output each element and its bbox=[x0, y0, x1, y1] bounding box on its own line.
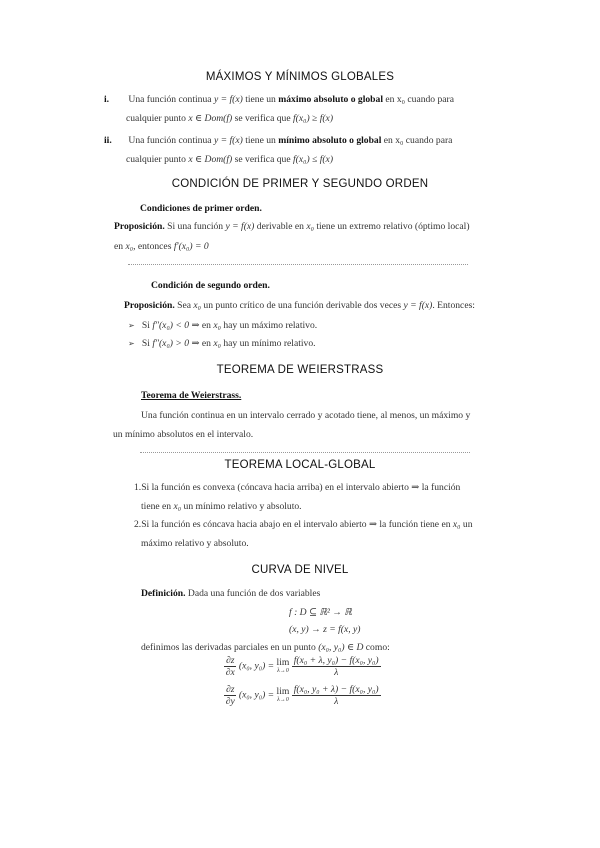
math: x₀ bbox=[173, 501, 182, 512]
text: se verifica que bbox=[234, 113, 291, 124]
weierstrass-line1: Una función continua en un intervalo cerrado y acotado tiene, al menos, un máximo y bbox=[141, 410, 471, 421]
title-maximos-minimos: MÁXIMOS Y MÍNIMOS GLOBALES bbox=[205, 71, 395, 83]
text: tiene un bbox=[245, 94, 276, 105]
prop1-line1 bbox=[114, 221, 470, 232]
item-ii-line1 bbox=[104, 135, 452, 146]
text: tiene en bbox=[141, 501, 172, 512]
text: como: bbox=[365, 642, 390, 653]
math: y = f(x) bbox=[403, 300, 433, 311]
title-condicion-orden: CONDICIÓN DE PRIMER Y SEGUNDO ORDEN bbox=[171, 178, 429, 190]
function-map-rule: (x, y) → z = f(x, y) bbox=[289, 624, 361, 635]
definition-label: Definición. bbox=[141, 588, 186, 599]
text: . Entonces: bbox=[432, 300, 475, 311]
text: 2.Si la función es cóncava hacia abajo en el intervalo abierto ⇒ la función tiene en bbox=[134, 519, 451, 530]
math: x₀ bbox=[125, 241, 134, 252]
math: y = f(x) bbox=[213, 94, 243, 105]
bullet-max bbox=[128, 320, 317, 331]
math: x₀ bbox=[213, 338, 221, 349]
math: f(x₀) ≤ f(x) bbox=[292, 154, 334, 165]
fraction: $\frac{\text{f(x₀ + λ, y₀) − f(x₀, y₀)}}{\lambda}$ bbox=[293, 655, 379, 678]
definition-line bbox=[141, 588, 320, 599]
limit: lim λ→0 bbox=[276, 656, 290, 674]
local-global-item1-line2 bbox=[141, 501, 302, 512]
arrow-bullet-icon: ➢ bbox=[128, 339, 135, 348]
text: en x₀ cuando para bbox=[385, 94, 454, 105]
prop1-line2 bbox=[114, 241, 209, 252]
text: Una función continua bbox=[128, 135, 212, 146]
partial-y-formula bbox=[224, 684, 381, 707]
fraction: $\frac{\text{f(x₀, y₀ + λ) − f(x₀, y₀)}}{\lambda}$ bbox=[293, 684, 379, 707]
local-global-item1-line1: 1.Si la función es convexa (cóncava hacia arriba) en el intervalo abierto ⇒ la función bbox=[134, 482, 461, 493]
math: x₀ bbox=[193, 300, 201, 311]
text: en bbox=[114, 241, 124, 252]
math: (x₀, y₀) ∈ D bbox=[318, 642, 364, 653]
math: y = f(x) bbox=[213, 135, 243, 146]
title-weierstrass: TEOREMA DE WEIERSTRASS bbox=[216, 364, 384, 376]
partial-x-formula bbox=[224, 655, 381, 678]
prop-label: Proposición. bbox=[114, 221, 165, 232]
math: (x₀, y₀) = bbox=[238, 660, 275, 672]
math: f″(x₀) > 0 ⇒ bbox=[152, 338, 200, 349]
prop-label: Proposición. bbox=[124, 300, 175, 311]
title-local-global: TEOREMA LOCAL-GLOBAL bbox=[224, 459, 376, 471]
local-global-item2-line1 bbox=[134, 519, 473, 530]
fraction: $\frac{\partial z}{\partial x}$ bbox=[225, 655, 235, 678]
prop2-line1 bbox=[124, 300, 475, 311]
text: hay un mínimo relativo. bbox=[223, 338, 316, 349]
text: en x₀ cuando para bbox=[383, 135, 453, 146]
text: cualquier punto bbox=[126, 154, 186, 165]
text: cualquier punto bbox=[126, 113, 186, 124]
text: en bbox=[201, 338, 211, 349]
math: f(x₀) ≥ f(x) bbox=[292, 113, 334, 124]
cut-line bbox=[140, 452, 470, 453]
text: derivable en bbox=[256, 221, 304, 232]
math: f′(x₀) = 0 bbox=[173, 241, 209, 252]
text: un punto crítico de una función derivable dos veces bbox=[203, 300, 402, 311]
text: Una función continua bbox=[128, 94, 212, 105]
limit: lim λ→0 bbox=[276, 685, 290, 703]
text: Dada una función de dos variables bbox=[187, 588, 321, 599]
bold-term: mínimo absoluto o global bbox=[278, 135, 382, 146]
bold-term: máximo absoluto o global bbox=[278, 94, 383, 105]
text: un bbox=[462, 519, 473, 530]
item-marker: i. bbox=[104, 94, 110, 105]
math: f″(x₀) < 0 ⇒ bbox=[152, 320, 200, 331]
text: tiene un extremo relativo (óptimo local) bbox=[316, 221, 470, 232]
fraction: $\frac{\partial z}{\partial y}$ bbox=[225, 684, 235, 707]
text: hay un máximo relativo. bbox=[223, 320, 318, 331]
item-marker: ii. bbox=[104, 135, 112, 146]
math: x₀ bbox=[213, 320, 221, 331]
heading-segundo-orden: Condición de segundo orden. bbox=[151, 280, 270, 291]
text: definimos las derivadas parciales en un punto bbox=[141, 642, 316, 653]
function-map: f : D ⊆ ℝ² → ℝ bbox=[289, 607, 352, 618]
math: x₀ bbox=[306, 221, 314, 232]
math: x ∈ Dom(f) bbox=[188, 113, 233, 124]
bullet-min bbox=[128, 338, 316, 349]
title-curva-nivel: CURVA DE NIVEL bbox=[251, 564, 349, 576]
text: se verifica que bbox=[234, 154, 291, 165]
text: Si una función bbox=[167, 221, 224, 232]
math: x ∈ Dom(f) bbox=[188, 154, 233, 165]
heading-weierstrass: Teorema de Weierstrass. bbox=[141, 390, 242, 401]
text: tiene un bbox=[245, 135, 276, 146]
text: Si bbox=[141, 338, 150, 349]
text: un mínimo relativo y absoluto. bbox=[183, 501, 302, 512]
partials-intro bbox=[141, 642, 390, 653]
arrow-bullet-icon: ➢ bbox=[128, 321, 135, 330]
math: y = f(x) bbox=[225, 221, 255, 232]
weierstrass-line2: un mínimo absolutos en el intervalo. bbox=[113, 429, 254, 440]
cut-line bbox=[128, 264, 468, 265]
local-global-item2-line2: máximo relativo y absoluto. bbox=[141, 538, 249, 549]
heading-primer-orden: Condiciones de primer orden. bbox=[140, 203, 262, 214]
item-i-line1 bbox=[104, 94, 454, 105]
text: , entonces bbox=[133, 241, 172, 252]
text: Sea bbox=[177, 300, 191, 311]
text: Si bbox=[141, 320, 150, 331]
math: x₀ bbox=[452, 519, 461, 530]
text: en bbox=[201, 320, 211, 331]
item-i-line2 bbox=[126, 113, 333, 124]
math: (x₀, y₀) = bbox=[238, 689, 275, 701]
item-ii-line2 bbox=[126, 154, 333, 165]
